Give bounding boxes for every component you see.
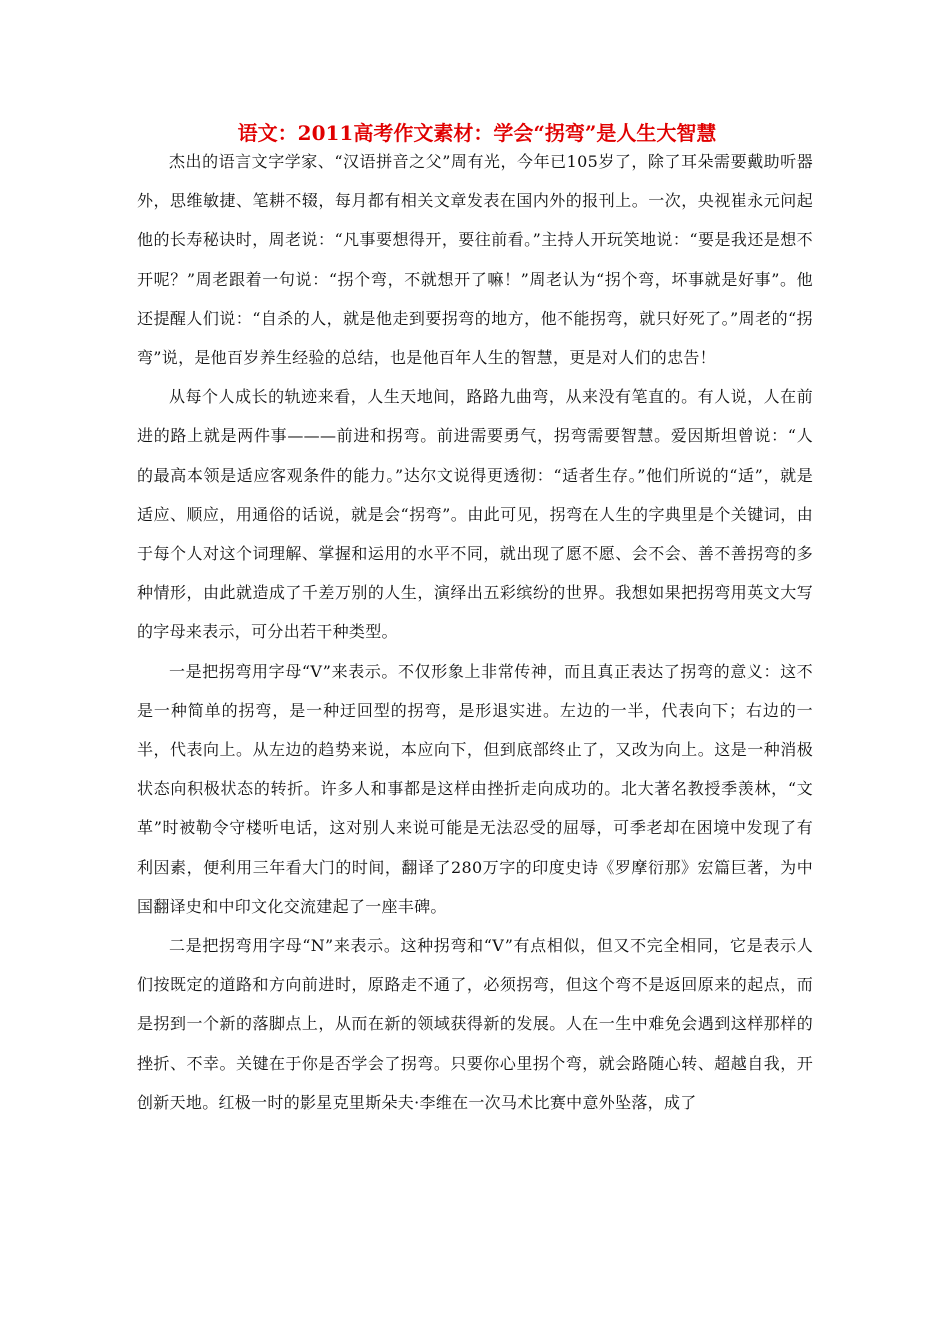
- paragraph-4: 二是把拐弯用字母“N”来表示。这种拐弯和“V”有点相似，但又不完全相同，它是表示人们按既定的道路和方向前进时，原路走不通了，必须拐弯，但这个弯不是返回原来的起点，而是拐到一个新的落脚点上，从而在新的领域获得新的发展。人在一生中难免会遇到这样那样的挫折、不幸。关键在于你是否学会了拐弯。只要你心里拐个弯，就会路随心转、超越自我，开创新天地。红极一时的影星克里斯朵夫·李维在一次马术比赛中意外坠落，成了: [137, 936, 813, 1112]
- paragraph-2: 从每个人成长的轨迹来看，人生天地间，路路九曲弯，从来没有笔直的。有人说，人在前进的路上就是两件事———前进和拐弯。前进需要勇气，拐弯需要智慧。爱因斯坦曾说：“人的最高本领是适应客观条件的能力。”达尔文说得更透彻：“适者生存。”他们所说的“适”，就是适应、顺应，用通俗的话说，就是会“拐弯”。由此可见，拐弯在人生的字典里是个关键词，由于每个人对这个词理解、掌握和运用的水平不同，就出现了愿不愿、会不会、善不善拐弯的多种情形，由此就造成了千差万别的人生，演绎出五彩缤纷的世界。我想如果把拐弯用英文大写的字母来表示，可分出若干种类型。: [137, 387, 813, 642]
- paragraph-1: 杰出的语言文字学家、“汉语拼音之父”周有光，今年已105岁了，除了耳朵需要戴助听器外，思维敏捷、笔耕不辍，每月都有相关文章发表在国内外的报刊上。一次，央视崔永元问起他的长寿秘诀时，周老说：“凡事要想得开，要往前看。”主持人开玩笑地说：“要是我还是想不开呢？”周老跟着一句说：“拐个弯，不就想开了嘛！”周老认为“拐个弯，坏事就是好事”。他还提醒人们说：“自杀的人，就是他走到要拐弯的地方，他不能拐弯，就只好死了。”周老的“拐弯”说，是他百岁养生经验的总结，也是他百年人生的智慧，更是对人们的忠告！: [137, 152, 813, 368]
- document-title: 语文：2011高考作文素材：学会“拐弯”是人生大智慧: [237, 121, 717, 145]
- document-page: [137, 118, 813, 1122]
- paragraph-3: 一是把拐弯用字母“V”来表示。不仅形象上非常传神，而且真正表达了拐弯的意义：这不是一种简单的拐弯，是一种迂回型的拐弯，是形退实进。左边的一半，代表向下；右边的一半，代表向上。从左边的趋势来说，本应向下，但到底部终止了，又改为向上。这是一种消极状态向积极状态的转折。许多人和事都是这样由挫折走向成功的。北大著名教授季羡林，“文革”时被勒令守楼听电话，这对别人来说可能是无法忍受的屈辱，可季老却在困境中发现了有利因素，便利用三年看大门的时间，翻译了280万字的印度史诗《罗摩衍那》宏篇巨著，为中国翻译史和中印文化交流建起了一座丰碑。: [137, 661, 813, 916]
